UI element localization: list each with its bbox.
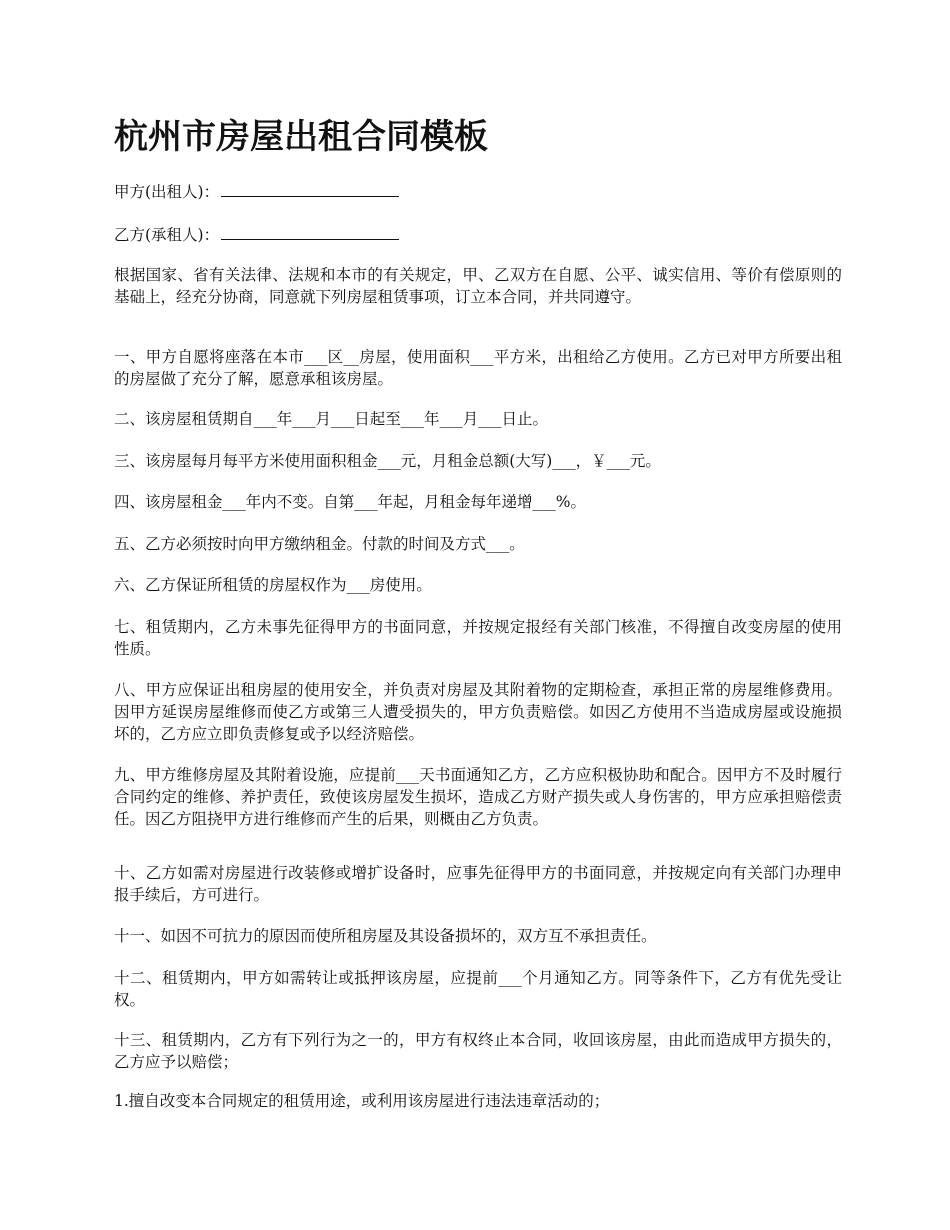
clause-7: 七、租赁期内，乙方未事先征得甲方的书面同意，并按规定报经有关部门核准，不得擅自改变房屋的使用性质。 <box>114 618 842 658</box>
party-a-blank <box>221 181 399 197</box>
party-b-blank <box>221 224 399 240</box>
party-a-label: 甲方(出租人)： <box>114 183 220 201</box>
clause-1: 一、甲方自愿将座落在本市___区__房屋，使用面积___平方米，出租给乙方使用。乙方已对甲方所要出租的房屋做了充分了解，愿意承租该房屋。 <box>114 348 842 388</box>
party-a-line <box>114 181 842 203</box>
clause-10: 十、乙方如需对房屋进行改装修或增扩设备时，应事先征得甲方的书面同意，并按规定向有关部门办理申报手续后，方可进行。 <box>114 864 842 904</box>
clause-13: 十三、租赁期内，乙方有下列行为之一的，甲方有权终止本合同，收回该房屋，由此而造成甲方损失的，乙方应予以赔偿； <box>114 1031 842 1071</box>
clause-4: 四、该房屋租金___年内不变。自第___年起，月租金每年递增___%。 <box>114 493 586 511</box>
clause-11: 十一、如因不可抗力的原因而使所租房屋及其设备损坏的，双方互不承担责任。 <box>114 927 657 945</box>
clause-3: 三、该房屋每月每平方米使用面积租金___元，月租金总额(大写)___，￥___元。 <box>114 452 661 470</box>
clause-5: 五、乙方必须按时向甲方缴纳租金。付款的时间及方式___。 <box>114 535 525 553</box>
clause-13-item-1: 1.擅自改变本合同规定的租赁用途，或利用该房屋进行违法违章活动的； <box>114 1092 610 1110</box>
clause-8: 八、甲方应保证出租房屋的使用安全，并负责对房屋及其附着物的定期检查，承担正常的房屋维修费用。因甲方延误房屋维修而使乙方或第三人遭受损失的，甲方负责赔偿。如因乙方使用不当造成房屋或设施损坏的，乙方应立即负责修复或予以经济赔偿。 <box>114 681 842 743</box>
clause-2: 二、该房屋租赁期自___年___月___日起至___年___月___日止。 <box>114 410 549 428</box>
preamble-paragraph: 根据国家、省有关法律、法规和本市的有关规定，甲、乙双方在自愿、公平、诚实信用、等价有偿原则的基础上，经充分协商，同意就下列房屋租赁事项，订立本合同，并共同遵守。 <box>114 266 842 306</box>
clause-9: 九、甲方维修房屋及其附着设施，应提前___天书面通知乙方，乙方应积极协助和配合。因甲方不及时履行合同约定的维修、养护责任，致使该房屋发生损坏，造成乙方财产损失或人身伤害的，甲方应承担赔偿责任。因乙方阻挠甲方进行维修而产生的后果，则概由乙方负责。 <box>114 766 842 828</box>
party-b-label: 乙方(承租人)： <box>114 226 220 244</box>
document-title: 杭州市房屋出租合同模板 <box>114 117 488 157</box>
clause-12: 十二、租赁期内，甲方如需转让或抵押该房屋，应提前___个月通知乙方。同等条件下，乙方有优先受让权。 <box>114 969 842 1009</box>
clause-6: 六、乙方保证所租赁的房屋权作为___房使用。 <box>114 576 432 594</box>
party-b-line <box>114 224 842 246</box>
